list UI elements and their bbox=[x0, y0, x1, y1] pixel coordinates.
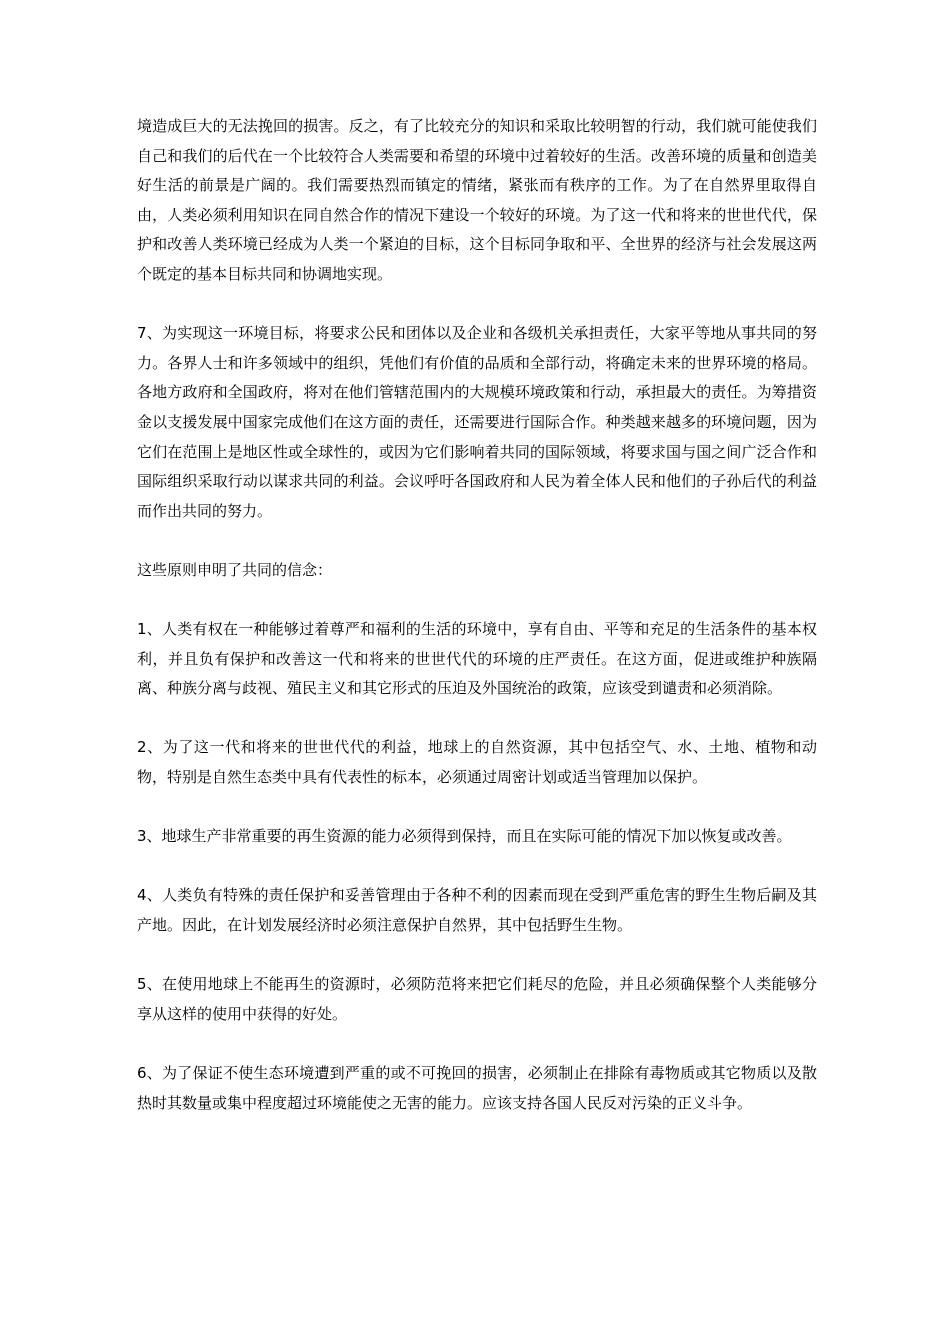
paragraph-principles-intro: 这些原则申明了共同的信念： bbox=[137, 560, 333, 579]
principle-6: 6、为了保证不使生态环境遭到严重的或不可挽回的损害，必须制止在排除有毒物质或其它物质以及散热时其数量或集中程度超过环境能使之无害的能力。应该支持各国人民反对污染的正义斗争。 bbox=[137, 1064, 817, 1112]
principle-5: 5、在使用地球上不能再生的资源时，必须防范将来把它们耗尽的危险，并且必须确保整个人类能够分享从这样的使用中获得的好处。 bbox=[137, 975, 817, 1023]
paragraph-continuation: 境造成巨大的无法挽回的损害。反之，有了比较充分的知识和采取比较明智的行动，我们就可能使我们自己和我们的后代在一个比较符合人类需要和希望的环境中过着较好的生活。改善环境的质量和创造美好生活的前景是广阔的。我们需要热烈而镇定的情绪，紧张而有秩序的工作。为了在自然界里取得自由，人类必须利用知识在同自然合作的情况下建设一个较好的环境。为了这一代和将来的世世代代，保护和改善人类环境已经成为人类一个紧迫的目标，这个目标同争取和平、全世界的经济与社会发展这两个既定的基本目标共同和协调地实现。 bbox=[137, 117, 817, 283]
principle-3: 3、地球生产非常重要的再生资源的能力必须得到保持，而且在实际可能的情况下加以恢复或改善。 bbox=[137, 827, 792, 846]
principle-1: 1、人类有权在一种能够过着尊严和福利的生活的环境中，享有自由、平等和充足的生活条件的基本权利，并且负有保护和改善这一代和将来的世世代代的环境的庄严责任。在这方面，促进或维护种族隔离、种族分离与歧视、殖民主义和其它形式的压迫及外国统治的政策，应该受到谴责和必须消除。 bbox=[137, 620, 817, 698]
paragraph-item-7: 7、为实现这一环境目标，将要求公民和团体以及企业和各级机关承担责任，大家平等地从事共同的努力。各界人士和许多领域中的组织，凭他们有价值的品质和全部行动，将确定未来的世界环境的格局。各地方政府和全国政府，将对在他们管辖范围内的大规模环境政策和行动，承担最大的责任。为筹措资金以支援发展中国家完成他们在这方面的责任，还需要进行国际合作。种类越来越多的环境问题，因为它们在范围上是地区性或全球性的，或因为它们影响着共同的国际领域，将要求国与国之间广泛合作和国际组织采取行动以谋求共同的利益。会议呼吁各国政府和人民为着全体人民和他们的子孙后代的利益而作出共同的努力。 bbox=[137, 324, 817, 520]
document-body bbox=[137, 112, 817, 1148]
principle-4: 4、人类负有特殊的责任保护和妥善管理由于各种不利的因素而现在受到严重危害的野生生物后嗣及其产地。因此，在计划发展经济时必须注意保护自然界，其中包括野生生物。 bbox=[137, 886, 817, 935]
principle-2: 2、为了这一代和将来的世世代代的利益，地球上的自然资源，其中包括空气、水、土地、植物和动物，特别是自然生态类中具有代表性的标本，必须通过周密计划或适当管理加以保护。 bbox=[137, 738, 817, 787]
